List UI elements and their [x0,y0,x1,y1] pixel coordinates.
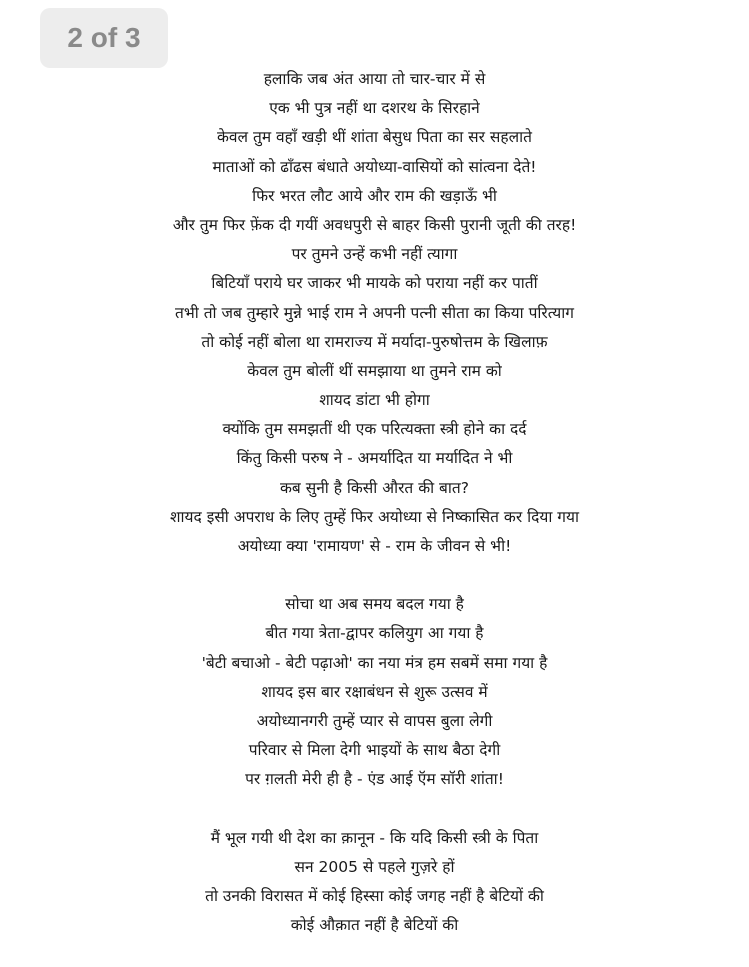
page-indicator-badge: 2 of 3 [40,8,168,68]
poem-line: पर ग़लती मेरी ही है - एंड आई ऍम सॉरी शांता! [245,770,504,789]
poem-line: माताओं को ढाँढस बंधाते अयोध्या-वासियों को सांत्वना देते! [212,157,537,176]
poem-line: एक भी पुत्र नहीं था दशरथ के सिरहाने [269,99,480,118]
poem-line: बीत गया त्रेता-द्वापर कलियुग आ गया है [265,624,484,643]
poem-line: हलाकि जब अंत आया तो चार-चार में से [263,70,486,88]
poem-line: बिटियाँ पराये घर जाकर भी मायके को पराया नहीं कर पातीं [211,274,538,293]
poem-line: तभी तो जब तुम्हारे मुन्ने भाई राम ने अपनी पत्नी सीता का किया परित्याग [175,303,574,322]
poem-line: शायद इसी अपराध के लिए तुम्हें फिर अयोध्या से निष्कासित कर दिया गया [170,507,579,526]
poem-line: किंतु किसी परुष ने - अमर्यादित या मर्यादित ने भी [236,449,513,468]
poem-line: कोई औक़ात नहीं है बेटियों की [290,916,459,935]
poem-line: केवल तुम बोलीं थीं समझाया था तुमने राम को [247,361,502,380]
stanza-break [0,561,749,590]
stanza-break [0,795,749,824]
poem-text [0,65,749,940]
poem-line: केवल तुम वहाँ खड़ी थीं शांता बेसुध पिता का सर सहलाते [217,128,532,147]
poem-line: अयोध्यानगरी तुम्हें प्यार से वापस बुला लेगी [256,711,493,730]
poem-line: फिर भरत लौट आये और राम की खड़ाऊँ भी [252,186,497,205]
poem-line: सोचा था अब समय बदल गया है [285,595,464,614]
poem-line: तो उनकी विरासत में कोई हिस्सा कोई जगह नहीं है बेटियों की [205,886,544,905]
poem-line: मैं भूल गयी थी देश का क़ानून - कि यदि किसी स्त्री के पिता [210,828,539,847]
poem-line: तो कोई नहीं बोला था रामराज्य में मर्यादा-पुरुषोत्तम के खिलाफ़ [201,332,548,351]
poem-line: 'बेटी बचाओ - बेटी पढ़ाओ' का नया मंत्र हम सबमें समा गया है [201,653,548,672]
poem-line: शायद इस बार रक्षाबंधन से शुरू उत्सव में [261,682,488,701]
poem-line: कब सुनी है किसी औरत की बात? [280,478,469,497]
poem-line: और तुम फिर फ़ेंक दी गयीं अवधपुरी से बाहर किसी पुरानी जूती की तरह! [172,215,577,234]
poem-line: क्योंकि तुम समझतीं थी एक परित्यक्ता स्त्री होने का दर्द [222,420,527,439]
poem-line: परिवार से मिला देगी भाइयों के साथ बैठा देगी [248,741,501,760]
poem-line: सन 2005 से पहले गुज़रे हों [294,857,455,876]
poem-line: अयोध्या क्या 'रामायण' से - राम के जीवन से भी! [237,537,512,555]
poem-line: शायद डांटा भी होगा [319,391,430,410]
poem-line: पर तुमने उन्हें कभी नहीं त्यागा [291,245,458,264]
